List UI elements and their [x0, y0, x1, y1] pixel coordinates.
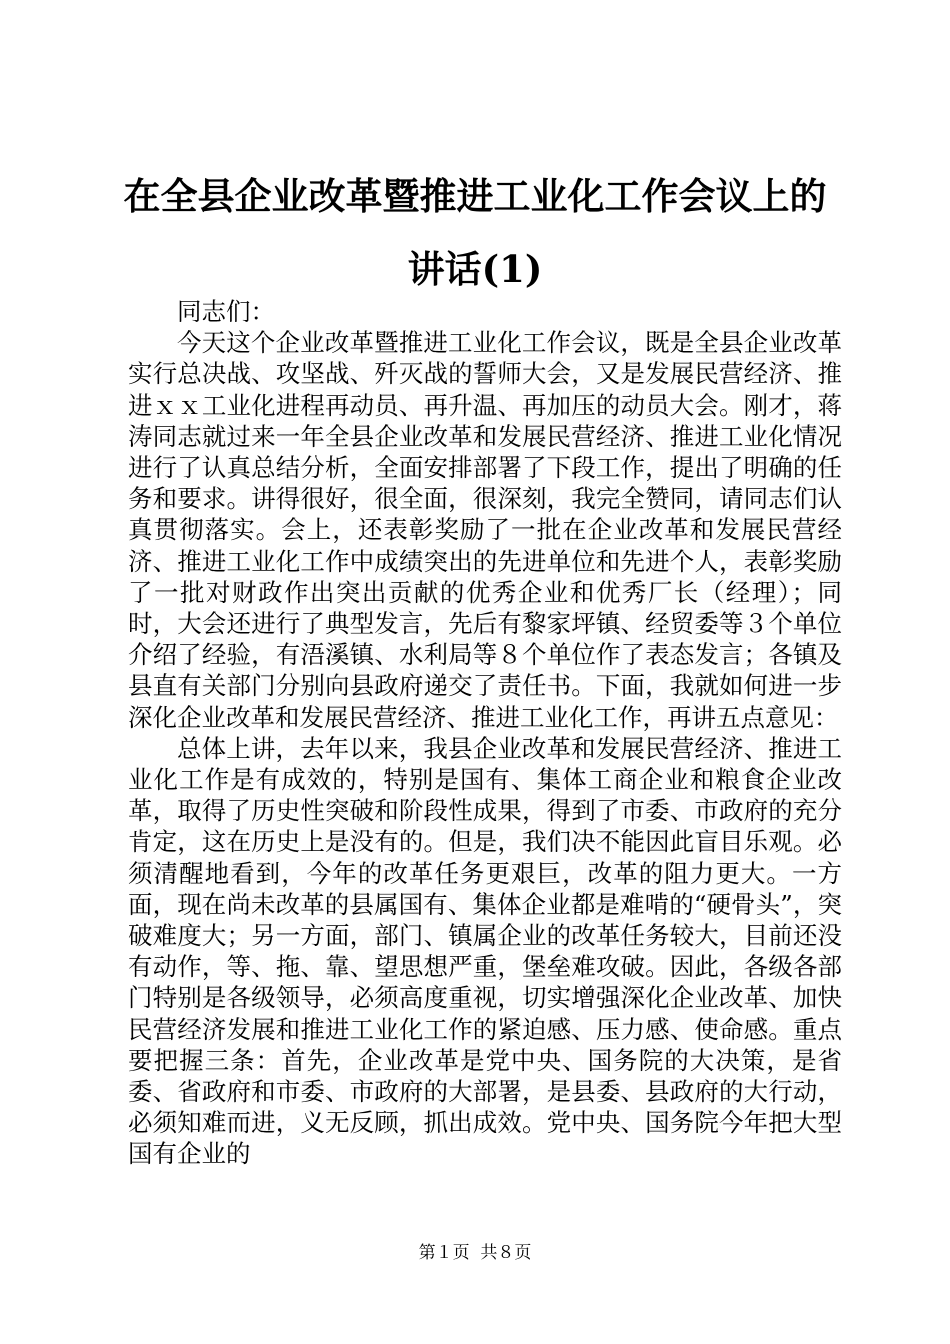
salutation: 同志们： — [177, 297, 275, 326]
page-total: 共８页 — [480, 1243, 532, 1263]
page-footer — [0, 1242, 950, 1264]
paragraph-2: 总体上讲，去年以来，我县企业改革和发展民营经济、推进工业化工作是有成效的，特别是国有、集体工商企业和粮食企业改革，取得了历史性突破和阶段性成果，得到了市委、市政府的充分肯定，这在历史上是没有的。但是，我们决不能因此盲目乐观。必须清醒地看到，今年的改革任务更艰巨，改革的阻力更大。一方面，现在尚未改革的县属国有、集体企业都是难啃的“硬骨头”，突破难度大；另一方面，部门、镇属企业的改革任务较大，目前还没有动作，等、拖、靠、望思想严重，堡垒难攻破。因此，各级各部门特别是各级领导，必须高度重视，切实增强深化企业改革、加快民营经济发展和推进工业化工作的紧迫感、压力感、使命感。重点要把握三条：首先，企业改革是党中央、国务院的大决策，是省委、省政府和市委、市政府的大部署，是县委、县政府的大行动，必须知难而进，义无反顾，抓出成效。党中央、国务院今年把大型国有企业的 — [128, 733, 842, 1169]
paragraph-1: 今天这个企业改革暨推进工业化工作会议，既是全县企业改革实行总决战、攻坚战、歼灭战的誓师大会，又是发展民营经济、推进ｘｘ工业化进程再动员、再升温、再加压的动员大会。刚才，蒋涛同志就过来一年全县企业改革和发展民营经济、推进工业化情况进行了认真总结分析，全面安排部署了下段工作，提出了明确的任务和要求。讲得很好，很全面，很深刻，我完全赞同，请同志们认真贯彻落实。会上，还表彰奖励了一批在企业改革和发展民营经济、推进工业化工作中成绩突出的先进单位和先进个人，表彰奖励了一批对财政作出突出贡献的优秀企业和优秀厂长（经理）；同时，大会还进行了典型发言，先后有黎家坪镇、经贸委等３个单位介绍了经验，有浯溪镇、水利局等８个单位作了表态发言；各镇及县直有关部门分别向县政府递交了责任书。下面，我就如何进一步深化企业改革和发展民营经济、推进工业化工作，再讲五点意见： — [128, 328, 842, 732]
page-number: 第１页 — [418, 1243, 470, 1263]
document-body — [128, 296, 842, 1170]
document-title: 在全县企业改革暨推进工业化工作会议上的讲话(1) — [123, 174, 827, 291]
